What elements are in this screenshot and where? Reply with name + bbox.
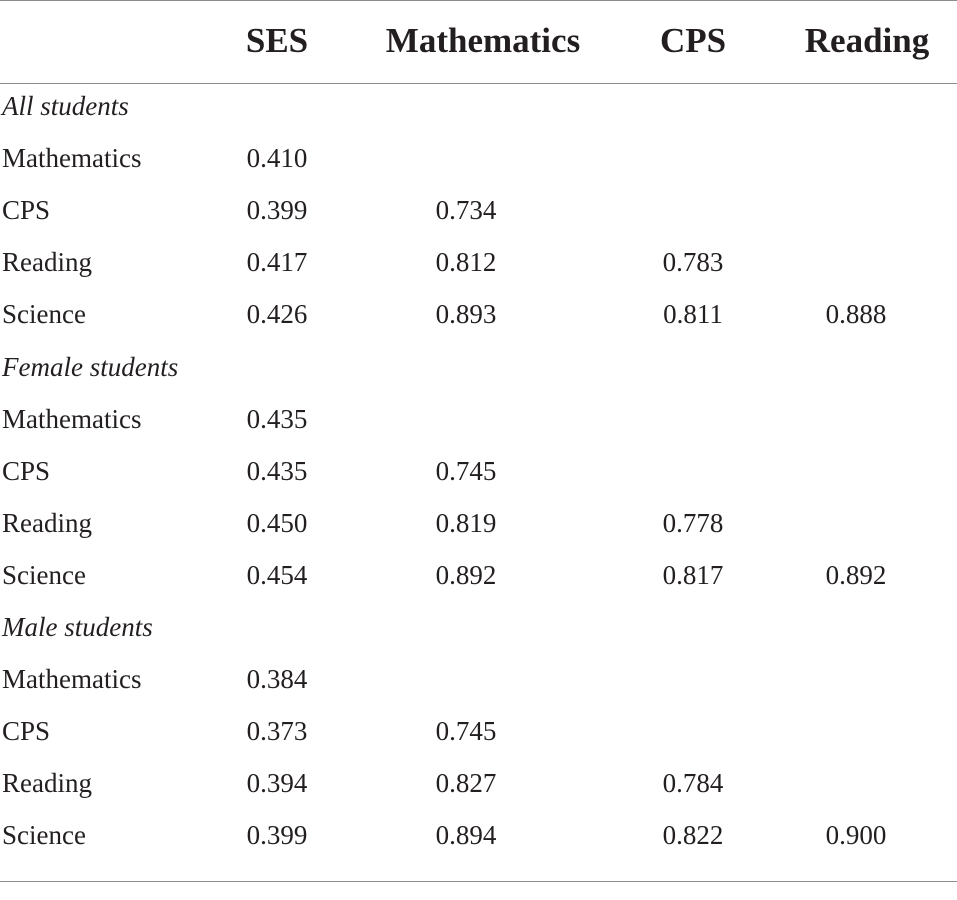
row-label: CPS — [2, 716, 51, 747]
section-row — [0, 80, 957, 132]
section-row — [0, 341, 957, 393]
row-label: Mathematics — [2, 664, 142, 695]
table-cell: 0.394 — [246, 768, 308, 799]
section-title: Male students — [2, 612, 153, 642]
table-row — [0, 757, 957, 809]
row-label: Reading — [2, 768, 92, 799]
row-label: Mathematics — [2, 403, 142, 434]
row-label: Science — [2, 820, 86, 851]
table-row — [0, 809, 957, 861]
table-row — [0, 497, 957, 549]
table-row — [0, 445, 957, 497]
table-cell: 0.373 — [246, 716, 308, 747]
table-cell: 0.892 — [435, 559, 497, 590]
section-row — [0, 601, 957, 653]
table-cell: 0.778 — [662, 507, 724, 538]
table-cell: 0.454 — [246, 559, 308, 590]
table-top-rule — [0, 0, 957, 1]
table-cell: 0.399 — [246, 195, 308, 226]
table-cell: 0.811 — [663, 299, 723, 330]
table-cell: 0.410 — [246, 143, 308, 174]
table-cell: 0.892 — [825, 559, 887, 590]
table-cell: 0.894 — [435, 820, 497, 851]
row-label: Reading — [2, 507, 92, 538]
row-label: Mathematics — [2, 143, 142, 174]
column-header-reading: Reading — [804, 21, 930, 60]
row-label: CPS — [2, 455, 51, 486]
row-label: Reading — [2, 247, 92, 278]
table-row — [0, 288, 957, 340]
table-row — [0, 236, 957, 288]
section-title: All students — [2, 91, 129, 121]
table-cell: 0.417 — [246, 247, 308, 278]
table-row — [0, 184, 957, 236]
table-cell: 0.822 — [662, 820, 724, 851]
table-row — [0, 705, 957, 757]
table-cell: 0.745 — [435, 455, 497, 486]
column-header-cps: CPS — [659, 21, 727, 60]
section-title: Female students — [2, 351, 179, 382]
table-cell: 0.399 — [246, 820, 308, 851]
table-cell: 0.450 — [246, 507, 308, 538]
table-cell: 0.783 — [662, 247, 724, 278]
table-cell: 0.812 — [435, 247, 497, 278]
table-cell: 0.734 — [435, 195, 497, 226]
table-cell: 0.819 — [435, 507, 497, 538]
row-label: Science — [2, 559, 86, 590]
table-cell: 0.900 — [825, 820, 887, 851]
table-row — [0, 653, 957, 705]
table-cell: 0.384 — [246, 664, 308, 695]
table-row — [0, 132, 957, 184]
table-cell: 0.888 — [825, 299, 887, 330]
table-cell: 0.426 — [246, 299, 308, 330]
table-cell: 0.745 — [435, 716, 497, 747]
row-label: Science — [2, 299, 86, 330]
table-cell: 0.893 — [435, 299, 497, 330]
column-header-ses: SES — [245, 21, 309, 60]
table-cell: 0.827 — [435, 768, 497, 799]
table-cell: 0.435 — [246, 455, 308, 486]
table-row — [0, 549, 957, 601]
table-row — [0, 393, 957, 445]
table-cell: 0.817 — [662, 559, 724, 590]
table-cell: 0.435 — [246, 403, 308, 434]
row-label: CPS — [2, 195, 51, 226]
table-cell: 0.784 — [662, 768, 724, 799]
table-bottom-rule — [0, 881, 957, 882]
column-header-mathematics: Mathematics — [385, 21, 581, 60]
